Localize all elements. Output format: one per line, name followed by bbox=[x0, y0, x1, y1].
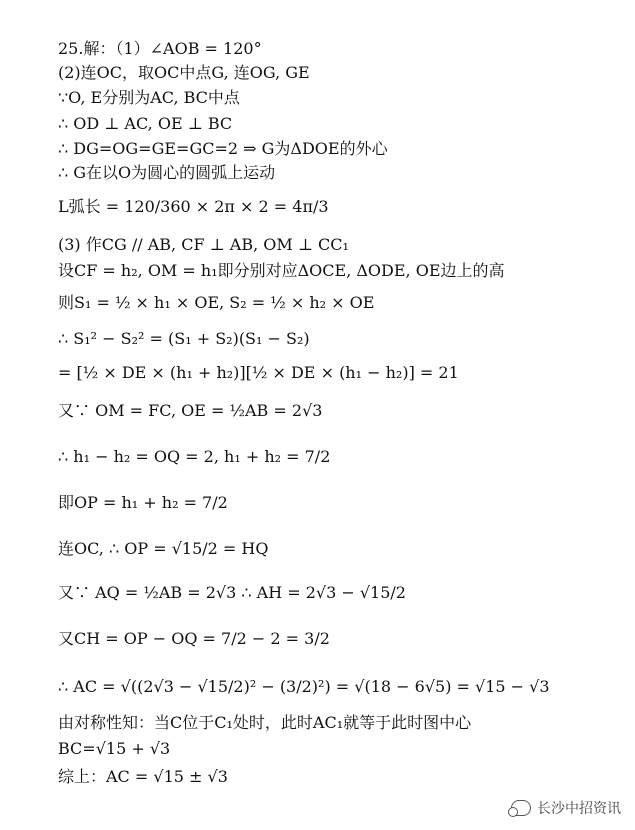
line-ac-value: ∴ AC = √((2√3 − √15/2)² − (3/2)²) = √(18 − 6√5) = √15 − √3 bbox=[58, 677, 550, 696]
line-ch: 又CH = OP − OQ = 7/2 − 2 = 3/2 bbox=[58, 629, 330, 648]
line-op-hq: 连OC, ∴ OP = √15/2 = HQ bbox=[58, 539, 269, 558]
watermark-text: 长沙中招资讯 bbox=[537, 801, 621, 817]
line-om-fc: 又∵ OM = FC, OE = ½AB = 2√3 bbox=[58, 401, 323, 420]
line-bc-value: BC=√15 + √3 bbox=[58, 739, 171, 758]
line-h-values: ∴ h₁ − h₂ = OQ = 2, h₁ + h₂ = 7/2 bbox=[58, 447, 331, 466]
line-construct-g: (2)连OC，取OC中点G, 连OG, GE bbox=[58, 63, 310, 82]
chat-bubble-icon bbox=[511, 800, 531, 816]
line-area-diff: ∴ S₁² − S₂² = (S₁ + S₂)(S₁ − S₂) bbox=[58, 329, 310, 348]
line-symmetry: 由对称性知：当C位于C₁处时，此时AC₁就等于此时图中心 bbox=[58, 713, 472, 732]
line-heights: 设CF = h₂, OM = h₁即分别对应ΔOCE, ΔODE, OE边上的高 bbox=[58, 261, 505, 280]
watermark bbox=[511, 798, 621, 818]
line-perpendicular: ∴ OD ⊥ AC, OE ⊥ BC bbox=[58, 114, 233, 133]
line-areas: 则S₁ = ½ × h₁ × OE, S₂ = ½ × h₂ × OE bbox=[58, 293, 375, 312]
line-arc-motion: ∴ G在以O为圆心的圆弧上运动 bbox=[58, 163, 276, 182]
line-part-3: (3) 作CG // AB, CF ⊥ AB, OM ⊥ CC₁ bbox=[58, 235, 349, 254]
line-conclusion: 综上：AC = √15 ± √3 bbox=[58, 767, 228, 786]
line-product-21: = [½ × DE × (h₁ + h₂)][½ × DE × (h₁ − h₂)] = 21 bbox=[58, 363, 459, 382]
line-op: 即OP = h₁ + h₂ = 7/2 bbox=[58, 493, 228, 512]
line-answer-1: 25.解：（1）∠AOB = 120° bbox=[58, 39, 262, 58]
line-aq-ah: 又∵ AQ = ½AB = 2√3 ∴ AH = 2√3 − √15/2 bbox=[58, 583, 406, 602]
line-circumcenter: ∴ DG=OG=GE=GC=2 ⇒ G为ΔDOE的外心 bbox=[58, 139, 388, 158]
line-midpoints: ∵O, E分别为AC, BC中点 bbox=[58, 88, 240, 107]
line-arc-length: L弧长 = 120/360 × 2π × 2 = 4π/3 bbox=[58, 197, 329, 216]
